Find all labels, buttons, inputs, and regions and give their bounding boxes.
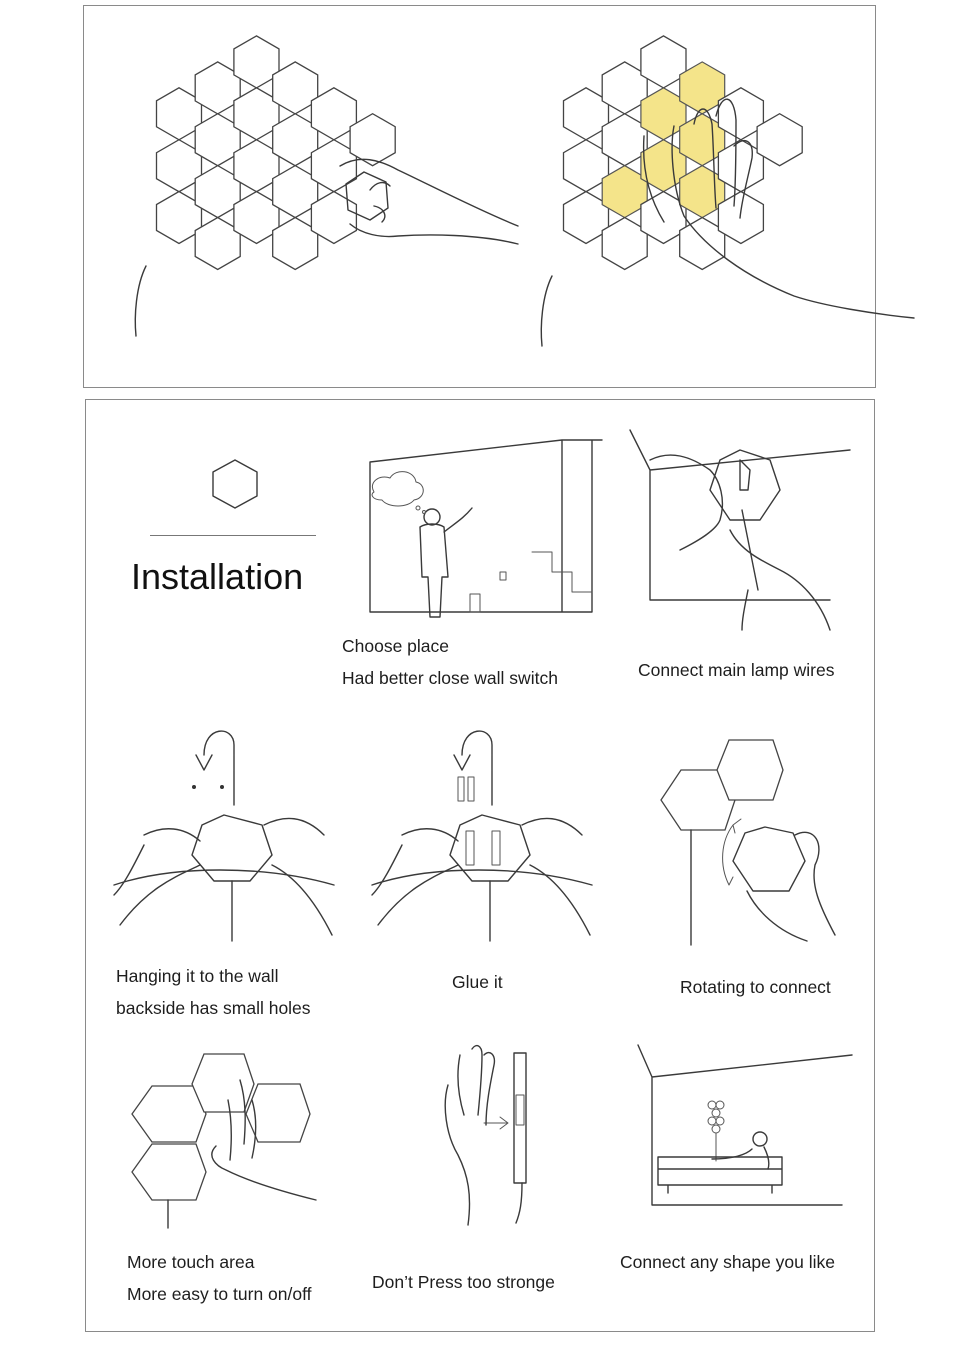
- step-caption-line2: More easy to turn on/off: [127, 1284, 312, 1304]
- step-caption-line1: Connect main lamp wires: [638, 660, 835, 680]
- page-title: Installation: [131, 556, 304, 597]
- hanging-illustration: [104, 725, 344, 945]
- step-caption-line1: More touch area: [127, 1252, 255, 1272]
- touch-area-illustration: [128, 1050, 328, 1230]
- glue-illustration: [362, 725, 602, 945]
- step-caption-line2: Had better close wall switch: [342, 668, 558, 688]
- step-caption-line1: Connect any shape you like: [620, 1252, 835, 1272]
- any-shape-illustration: [632, 1045, 852, 1225]
- step-caption-line2: backside has small holes: [116, 998, 311, 1018]
- hexagon-wall-illustration: [84, 6, 877, 389]
- top-illustration-panel: [83, 5, 876, 388]
- step-caption-line1: Rotating to connect: [680, 977, 831, 997]
- rotating-illustration: [655, 735, 855, 955]
- step-caption-line1: Don’t Press too stronge: [372, 1272, 555, 1292]
- step-caption-line1: Glue it: [452, 972, 503, 992]
- hexagon-logo-icon: [205, 455, 265, 515]
- connect-wires-illustration: [630, 430, 850, 630]
- step-caption-line1: Choose place: [342, 636, 450, 656]
- step-caption-line1: Hanging it to the wall: [116, 966, 279, 986]
- choose-place-illustration: [362, 432, 602, 622]
- dont-press-illustration: [430, 1045, 570, 1225]
- heading-divider: [150, 535, 316, 536]
